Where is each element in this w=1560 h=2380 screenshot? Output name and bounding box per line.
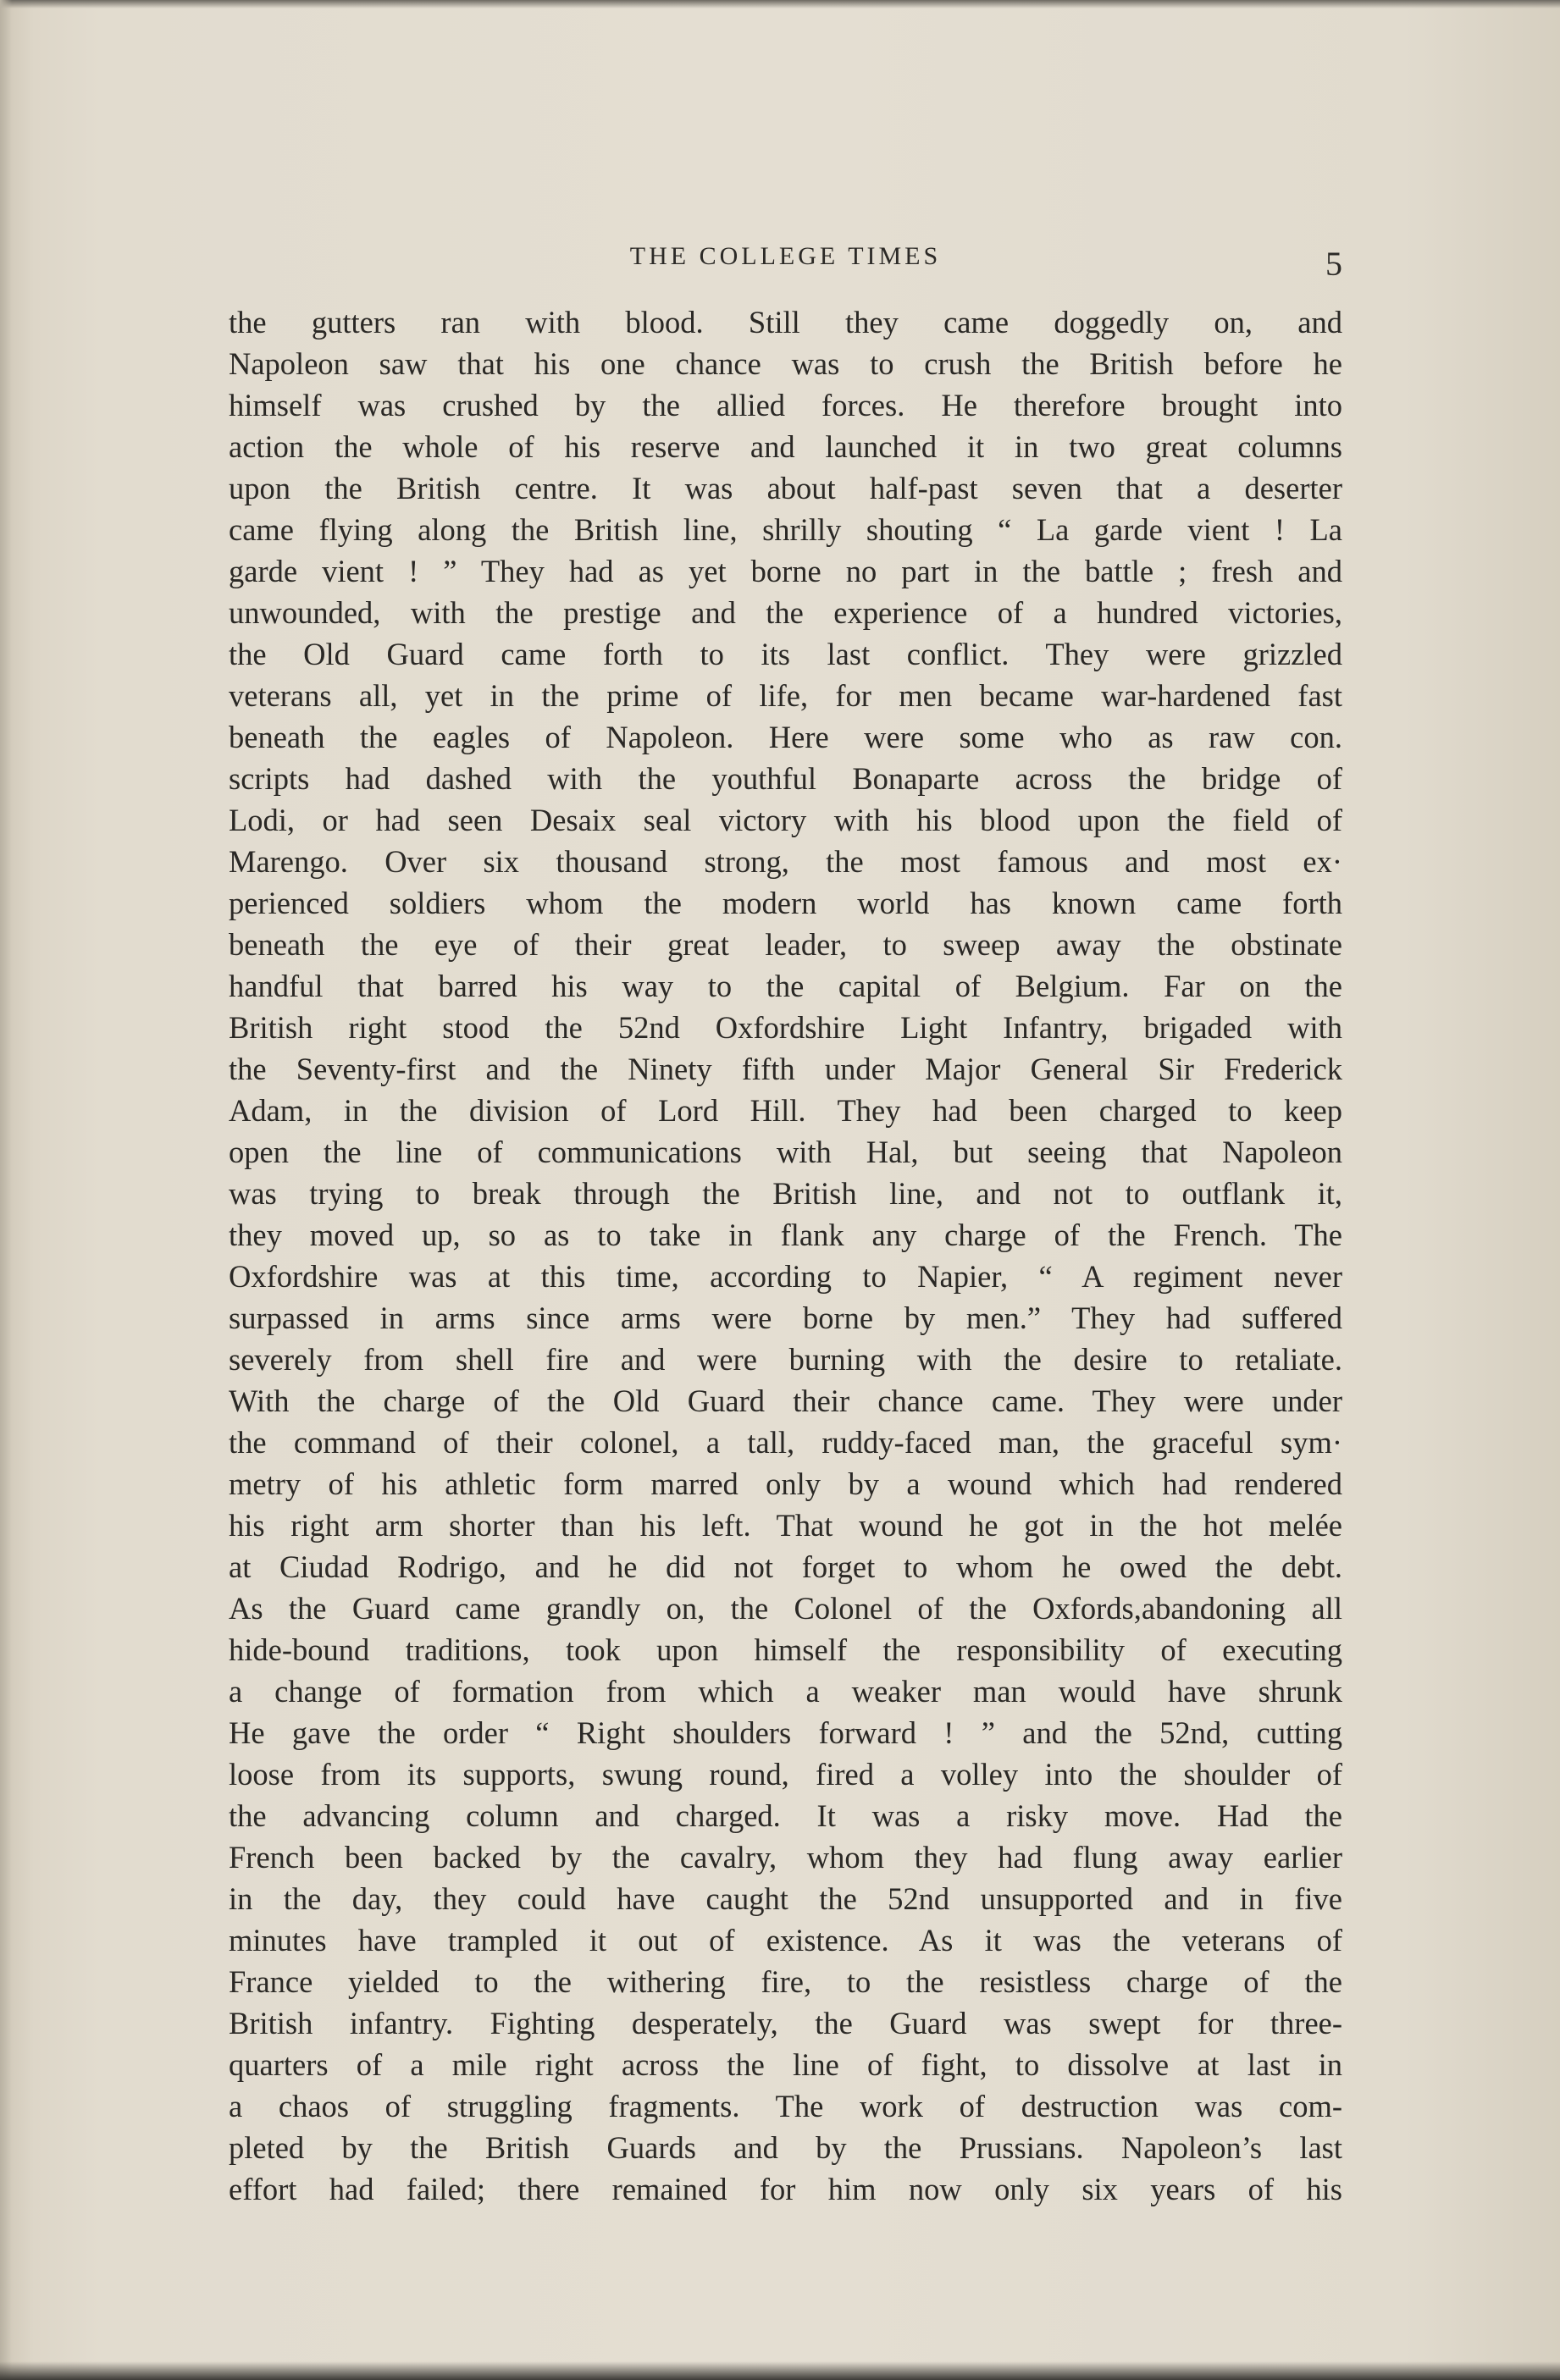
body-text (229, 301, 1342, 2210)
text-line: action the whole of his reserve and launched it in two great columns (229, 429, 1342, 464)
text-line: beneath the eye of their great leader, to sweep away the obstinate (229, 927, 1342, 962)
text-line: Adam, in the division of Lord Hill. They had been charged to keep (229, 1093, 1342, 1128)
page-header (229, 239, 1342, 290)
text-line: in the day, they could have caught the 52nd unsupported and in five (229, 1881, 1342, 1916)
text-line: French been backed by the cavalry, whom they had flung away earlier (229, 1840, 1342, 1875)
text-line: minutes have trampled it out of existence. As it was the veterans of (229, 1923, 1342, 1958)
text-line: the command of their colonel, a tall, ruddy-faced man, the graceful sym· (229, 1425, 1342, 1460)
text-line: handful that barred his way to the capital of Belgium. Far on the (229, 969, 1342, 1003)
page-bottom-shadow (0, 2361, 1560, 2380)
text-line: came flying along the British line, shrilly shouting “ La garde vient ! La (229, 512, 1342, 547)
text-line: Oxfordshire was at this time, according to Napier, “ A regiment never (229, 1259, 1342, 1294)
text-line: himself was crushed by the allied forces. He therefore brought into (229, 388, 1342, 422)
text-line: As the Guard came grandly on, the Colonel of the Oxfords,abandoning all (229, 1591, 1342, 1626)
text-line: veterans all, yet in the prime of life, for men became war-hardened fast (229, 678, 1342, 713)
text-line: loose from its supports, swung round, fired a volley into the shoulder of (229, 1757, 1342, 1792)
text-line: metry of his athletic form marred only by a wound which had rendered (229, 1466, 1342, 1501)
text-line: a change of formation from which a weaker man would have shrunk (229, 1674, 1342, 1709)
text-line: France yielded to the withering fire, to the resistless charge of the (229, 1964, 1342, 1999)
page-left-edge (0, 0, 12, 2380)
text-line: unwounded, with the prestige and the experience of a hundred victories, (229, 595, 1342, 630)
text-line: the gutters ran with blood. Still they came doggedly on, and (229, 305, 1342, 340)
text-line: open the line of communications with Hal, but seeing that Napoleon (229, 1135, 1342, 1169)
text-line: effort had failed; there remained for him now only six years of his (229, 2172, 1342, 2206)
text-line: his right arm shorter than his left. That wound he got in the hot melée (229, 1508, 1342, 1543)
text-line: With the charge of the Old Guard their chance came. They were under (229, 1383, 1342, 1418)
running-title: THE COLLEGE TIMES (629, 242, 942, 270)
page-number: 5 (1325, 245, 1342, 283)
text-line: they moved up, so as to take in flank any charge of the French. The (229, 1218, 1342, 1252)
text-line: garde vient ! ” They had as yet borne no part in the battle ; fresh and (229, 554, 1342, 588)
text-line: perienced soldiers whom the modern world has known came forth (229, 886, 1342, 920)
text-line: the Old Guard came forth to its last conflict. They were grizzled (229, 637, 1342, 671)
text-line: British right stood the 52nd Oxfordshire Light Infantry, brigaded with (229, 1010, 1342, 1045)
text-line: quarters of a mile right across the line of fight, to dissolve at last in (229, 2047, 1342, 2082)
text-line: at Ciudad Rodrigo, and he did not forget to whom he owed the debt. (229, 1549, 1342, 1584)
text-line: Napoleon saw that his one chance was to crush the British before he (229, 346, 1342, 381)
text-line: British infantry. Fighting desperately, the Guard was swept for three- (229, 2006, 1342, 2040)
text-line: surpassed in arms since arms were borne by men.” They had suffered (229, 1300, 1342, 1335)
text-line: Lodi, or had seen Desaix seal victory with his blood upon the field of (229, 803, 1342, 837)
page-top-shadow (0, 0, 1560, 8)
text-line: a chaos of struggling fragments. The work of destruction was com- (229, 2089, 1342, 2123)
text-line: Marengo. Over six thousand strong, the most famous and most ex· (229, 844, 1342, 879)
text-line: pleted by the British Guards and by the Prussians. Napoleon’s last (229, 2130, 1342, 2165)
text-line: beneath the eagles of Napoleon. Here were some who as raw con. (229, 720, 1342, 754)
text-line: He gave the order “ Right shoulders forward ! ” and the 52nd, cutting (229, 1715, 1342, 1750)
text-line: severely from shell fire and were burning with the desire to retaliate. (229, 1342, 1342, 1377)
text-line: was trying to break through the British line, and not to outflank it, (229, 1176, 1342, 1211)
text-line: upon the British centre. It was about half-past seven that a deserter (229, 471, 1342, 505)
text-line: scripts had dashed with the youthful Bonaparte across the bridge of (229, 761, 1342, 796)
text-line: the advancing column and charged. It was a risky move. Had the (229, 1798, 1342, 1833)
text-line: hide-bound traditions, took upon himself the responsibility of executing (229, 1632, 1342, 1667)
text-line: the Seventy-first and the Ninety fifth under Major General Sir Frederick (229, 1052, 1342, 1086)
